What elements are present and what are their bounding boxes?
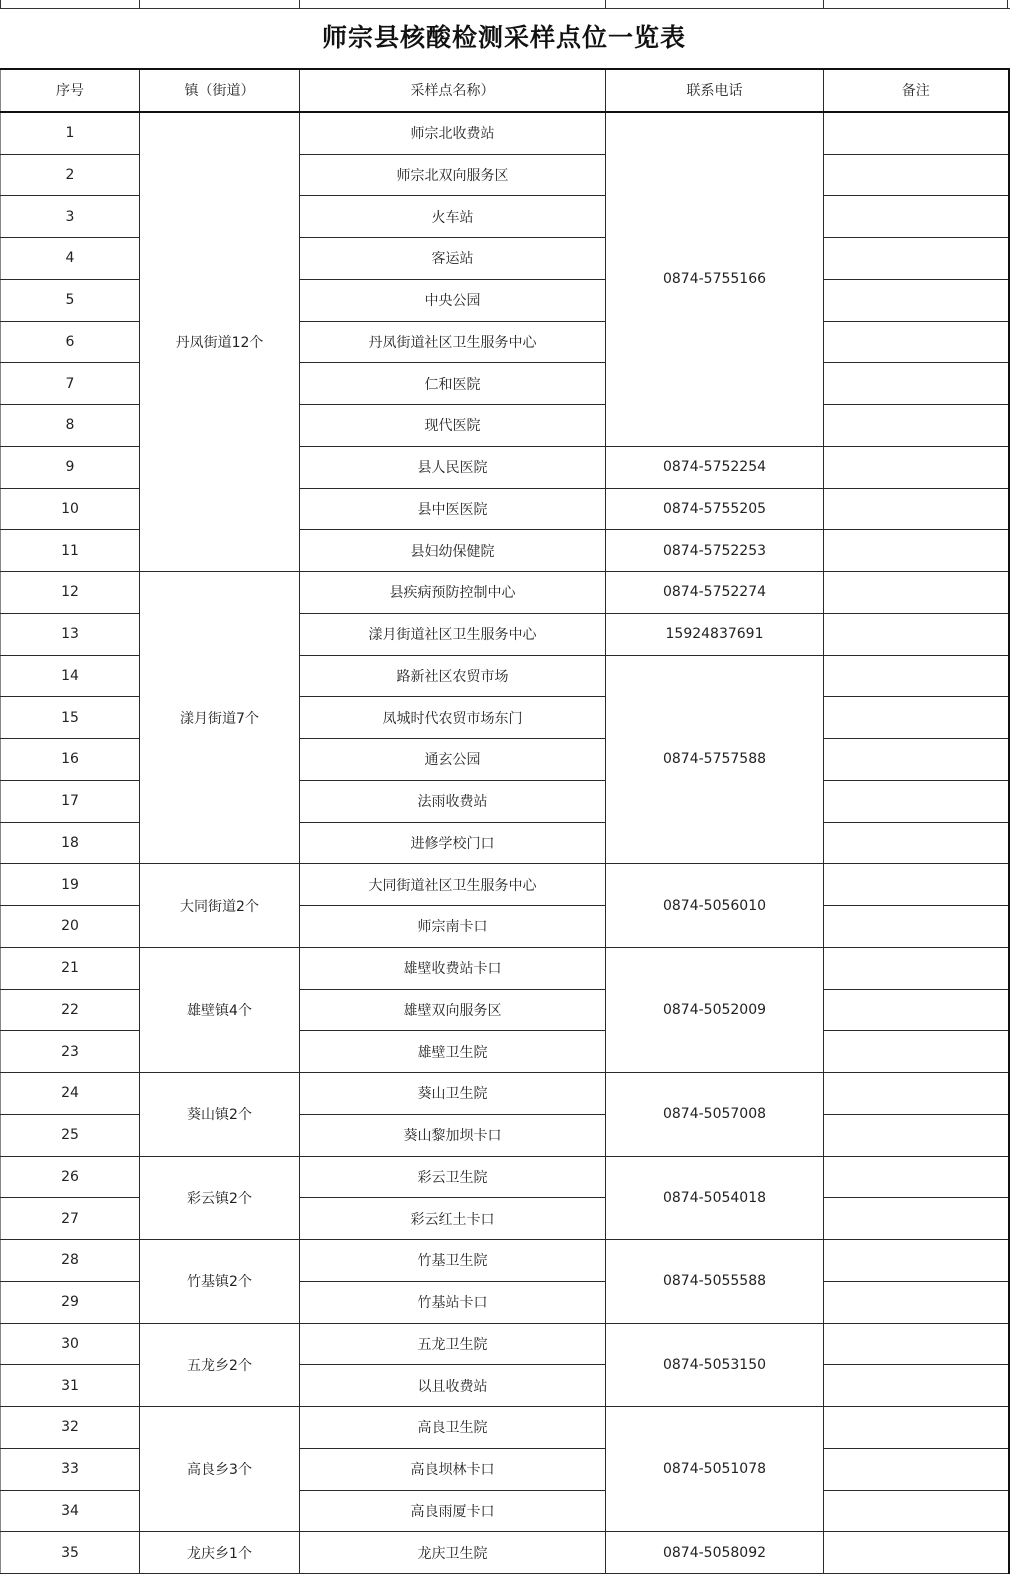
phone-cell: 0874-5054018	[606, 1156, 824, 1240]
index-cell: 19	[1, 864, 140, 906]
page-title: 师宗县核酸检测采样点位一览表	[321, 23, 686, 52]
site-cell: 彩云卫生院	[300, 1156, 606, 1198]
index-cell: 6	[1, 321, 140, 363]
index-cell: 12	[1, 572, 140, 614]
phone-cell: 0874-5752253	[606, 530, 824, 572]
index-cell: 18	[1, 822, 140, 864]
phone-cell: 0874-5057008	[606, 1073, 824, 1157]
site-cell: 仁和医院	[300, 363, 606, 405]
index-cell: 24	[1, 1073, 140, 1115]
site-cell: 彩云红土卡口	[300, 1198, 606, 1240]
index-cell: 30	[1, 1323, 140, 1365]
site-cell: 客运站	[300, 238, 606, 280]
site-cell: 进修学校门口	[300, 822, 606, 864]
note-cell	[824, 655, 1009, 697]
index-cell: 16	[1, 739, 140, 781]
town-cell: 高良乡3个	[140, 1407, 300, 1532]
site-cell: 路新社区农贸市场	[300, 655, 606, 697]
note-cell	[824, 488, 1009, 530]
note-cell	[824, 154, 1009, 196]
site-cell: 竹基卫生院	[300, 1240, 606, 1282]
town-cell: 五龙乡2个	[140, 1323, 300, 1407]
header-site: 采样点名称）	[300, 69, 606, 112]
town-cell: 龙庆乡1个	[140, 1532, 300, 1574]
header-note: 备注	[824, 69, 1009, 112]
index-cell: 29	[1, 1281, 140, 1323]
note-cell	[824, 780, 1009, 822]
site-cell: 中央公园	[300, 279, 606, 321]
phone-cell: 0874-5056010	[606, 864, 824, 948]
site-cell: 现代医院	[300, 405, 606, 447]
site-cell: 高良坝林卡口	[300, 1448, 606, 1490]
note-cell	[824, 363, 1009, 405]
note-cell	[824, 238, 1009, 280]
site-cell: 龙庆卫生院	[300, 1532, 606, 1574]
note-cell	[824, 989, 1009, 1031]
index-cell: 14	[1, 655, 140, 697]
phone-cell: 15924837691	[606, 613, 824, 655]
site-cell: 高良雨厦卡口	[300, 1490, 606, 1532]
index-cell: 2	[1, 154, 140, 196]
header-row	[1, 69, 1009, 112]
town-cell: 雄壁镇4个	[140, 947, 300, 1072]
phone-cell: 0874-5051078	[606, 1407, 824, 1532]
note-cell	[824, 864, 1009, 906]
note-cell	[824, 1281, 1009, 1323]
site-cell: 高良卫生院	[300, 1407, 606, 1449]
site-cell: 县妇幼保健院	[300, 530, 606, 572]
note-cell	[824, 1156, 1009, 1198]
index-cell: 26	[1, 1156, 140, 1198]
table-row	[1, 1156, 1009, 1198]
header-index: 序号	[1, 69, 140, 112]
header-town: 镇（街道）	[140, 69, 300, 112]
index-cell: 7	[1, 363, 140, 405]
phone-cell: 0874-5757588	[606, 655, 824, 864]
table-row	[1, 1073, 1009, 1115]
note-cell	[824, 1198, 1009, 1240]
note-cell	[824, 1490, 1009, 1532]
sampling-sites-table	[0, 68, 1010, 1574]
index-cell: 35	[1, 1532, 140, 1574]
site-cell: 大同街道社区卫生服务中心	[300, 864, 606, 906]
index-cell: 8	[1, 405, 140, 447]
note-cell	[824, 405, 1009, 447]
index-cell: 20	[1, 906, 140, 948]
site-cell: 雄壁收费站卡口	[300, 947, 606, 989]
note-cell	[824, 1073, 1009, 1115]
note-cell	[824, 1532, 1009, 1574]
note-cell	[824, 613, 1009, 655]
index-cell: 33	[1, 1448, 140, 1490]
note-cell	[824, 112, 1009, 154]
note-cell	[824, 321, 1009, 363]
town-cell: 葵山镇2个	[140, 1073, 300, 1157]
index-cell: 5	[1, 279, 140, 321]
note-cell	[824, 822, 1009, 864]
site-cell: 县疾病预防控制中心	[300, 572, 606, 614]
site-cell: 以且收费站	[300, 1365, 606, 1407]
phone-cell: 0874-5058092	[606, 1532, 824, 1574]
site-cell: 法雨收费站	[300, 780, 606, 822]
table-row	[1, 1323, 1009, 1365]
site-cell: 五龙卫生院	[300, 1323, 606, 1365]
index-cell: 34	[1, 1490, 140, 1532]
note-cell	[824, 1448, 1009, 1490]
note-cell	[824, 572, 1009, 614]
site-cell: 竹基站卡口	[300, 1281, 606, 1323]
town-cell: 丹凤街道12个	[140, 112, 300, 572]
index-cell: 1	[1, 112, 140, 154]
site-cell: 县人民医院	[300, 446, 606, 488]
phone-cell: 0874-5755205	[606, 488, 824, 530]
header-phone: 联系电话	[606, 69, 824, 112]
index-cell: 28	[1, 1240, 140, 1282]
site-cell: 师宗北双向服务区	[300, 154, 606, 196]
note-cell	[824, 906, 1009, 948]
site-cell: 葵山卫生院	[300, 1073, 606, 1115]
index-cell: 11	[1, 530, 140, 572]
site-cell: 雄壁双向服务区	[300, 989, 606, 1031]
table-row	[1, 112, 1009, 154]
index-cell: 9	[1, 446, 140, 488]
note-cell	[824, 1407, 1009, 1449]
note-cell	[824, 1240, 1009, 1282]
phone-cell: 0874-5055588	[606, 1240, 824, 1324]
index-cell: 4	[1, 238, 140, 280]
town-cell: 竹基镇2个	[140, 1240, 300, 1324]
site-cell: 丹凤街道社区卫生服务中心	[300, 321, 606, 363]
note-cell	[824, 279, 1009, 321]
phone-cell: 0874-5052009	[606, 947, 824, 1072]
note-cell	[824, 1031, 1009, 1073]
phone-cell: 0874-5755166	[606, 112, 824, 447]
index-cell: 31	[1, 1365, 140, 1407]
note-cell	[824, 1323, 1009, 1365]
site-cell: 葵山黎加坝卡口	[300, 1114, 606, 1156]
note-cell	[824, 446, 1009, 488]
index-cell: 15	[1, 697, 140, 739]
site-cell: 火车站	[300, 196, 606, 238]
index-cell: 25	[1, 1114, 140, 1156]
site-cell: 凤城时代农贸市场东门	[300, 697, 606, 739]
index-cell: 21	[1, 947, 140, 989]
index-cell: 27	[1, 1198, 140, 1240]
index-cell: 17	[1, 780, 140, 822]
note-cell	[824, 530, 1009, 572]
note-cell	[824, 196, 1009, 238]
index-cell: 32	[1, 1407, 140, 1449]
previous-page-edge	[0, 0, 1010, 9]
site-cell: 漾月街道社区卫生服务中心	[300, 613, 606, 655]
table-row	[1, 572, 1009, 614]
phone-cell: 0874-5053150	[606, 1323, 824, 1407]
town-cell: 漾月街道7个	[140, 572, 300, 864]
table-row	[1, 1407, 1009, 1449]
note-cell	[824, 739, 1009, 781]
note-cell	[824, 697, 1009, 739]
index-cell: 23	[1, 1031, 140, 1073]
table-row	[1, 1532, 1009, 1574]
note-cell	[824, 1114, 1009, 1156]
note-cell	[824, 1365, 1009, 1407]
table-row	[1, 1240, 1009, 1282]
site-cell: 通玄公园	[300, 739, 606, 781]
phone-cell: 0874-5752274	[606, 572, 824, 614]
index-cell: 13	[1, 613, 140, 655]
site-cell: 师宗南卡口	[300, 906, 606, 948]
table-row	[1, 947, 1009, 989]
index-cell: 3	[1, 196, 140, 238]
index-cell: 10	[1, 488, 140, 530]
table-row	[1, 864, 1009, 906]
index-cell: 22	[1, 989, 140, 1031]
site-cell: 师宗北收费站	[300, 112, 606, 154]
town-cell: 彩云镇2个	[140, 1156, 300, 1240]
note-cell	[824, 947, 1009, 989]
phone-cell: 0874-5752254	[606, 446, 824, 488]
town-cell: 大同街道2个	[140, 864, 300, 948]
site-cell: 县中医医院	[300, 488, 606, 530]
site-cell: 雄壁卫生院	[300, 1031, 606, 1073]
